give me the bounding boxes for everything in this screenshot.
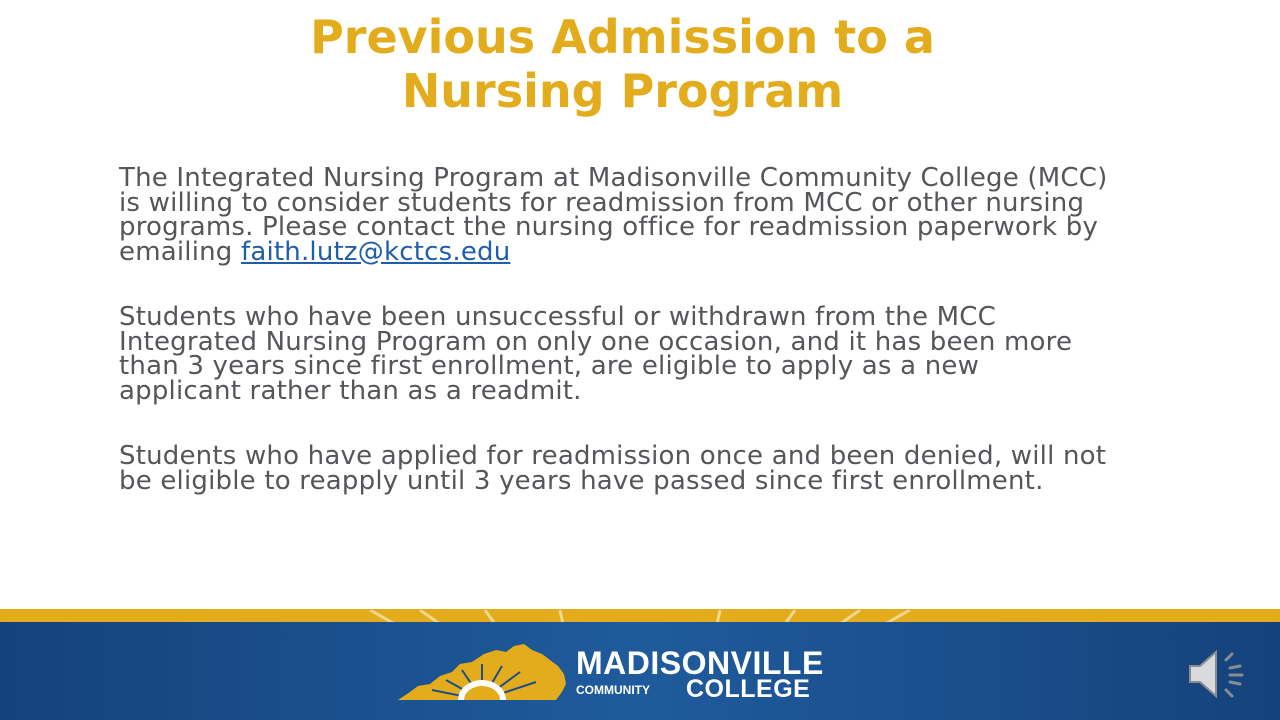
paragraph-readmission-text: The Integrated Nursing Program at Madisonville Community College (MCC) is willing to consider students for readmission from MCC or other nursing programs. Please contact the nursing office for readmission paperwork by emailing — [119, 163, 1108, 267]
email-link[interactable]: faith.lutz@kctcs.edu — [240, 236, 511, 267]
footer-gold-band — [0, 609, 1280, 623]
logo-college: COLLEGE — [686, 675, 811, 703]
slide-body — [119, 163, 1109, 534]
title-line-1: Previous Admission to a — [310, 10, 935, 64]
logo-community: COMMUNITY — [576, 683, 650, 697]
paragraph-new-applicant: Students who have been unsuccessful or withdrawn from the MCC Integrated Nursing Program on only one occasion, and it has been more than 3 years since first enrollment, are eligible to apply as a new applicant rather than as a readmit. — [119, 302, 1073, 406]
title-line-2: Nursing Program — [401, 64, 844, 118]
speaker-icon — [1186, 644, 1250, 704]
paragraph-denied: Students who have applied for readmission once and been denied, will not be eligible to reapply until 3 years have passed since first enrollment. — [119, 441, 1107, 496]
audio-speaker-button[interactable] — [1186, 644, 1250, 704]
slide-title — [240, 10, 1005, 118]
paragraph-readmission — [119, 163, 1109, 267]
kentucky-sunburst-logo-icon — [396, 642, 568, 704]
college-logo — [396, 642, 896, 704]
logo-name: MADISONVILLE — [576, 645, 824, 681]
